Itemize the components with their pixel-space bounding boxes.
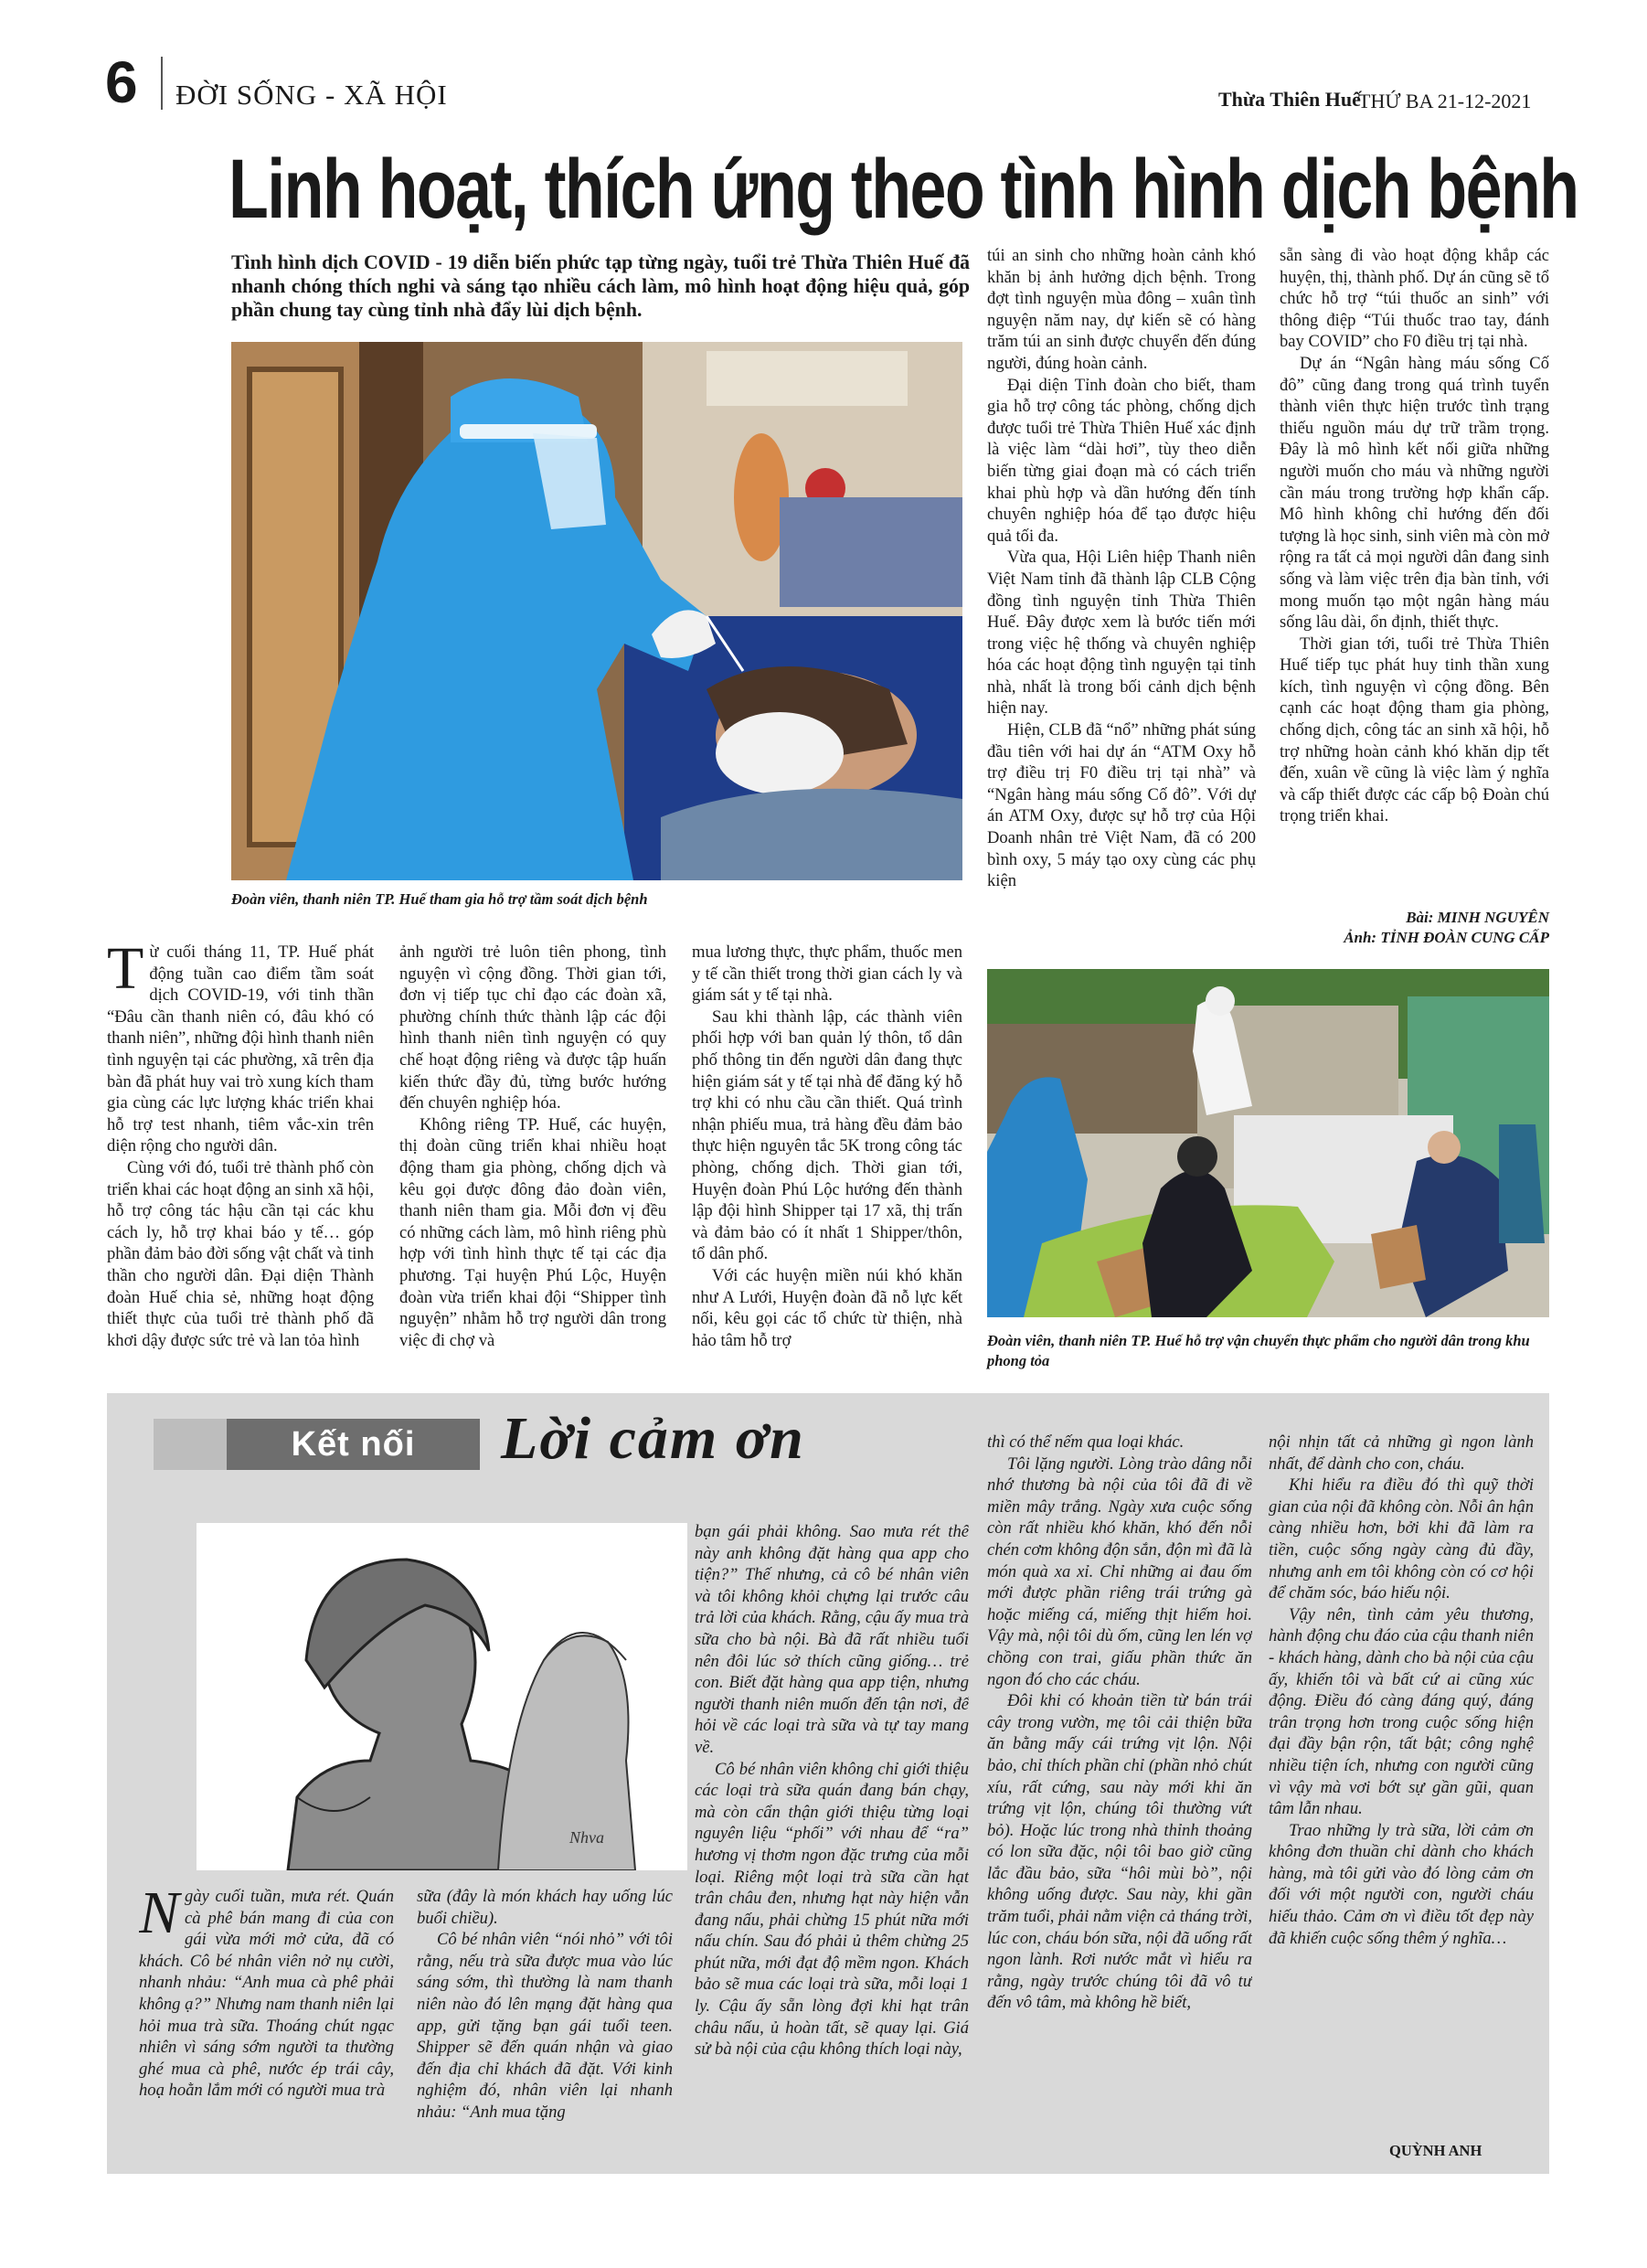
paragraph: Sau khi thành lập, các thành viên phối hợp với ban quản lý thôn, tổ dân phố thông tin đến người dân đang thực hiện giám sát y tế tại nhà để đăng ký hỗ trợ khi có nhu cầu cần thiết. Quá trình nhận phiếu mua, trả hàng đều đảm bảo thực hiện nguyên tắc 5K trong công tác phòng, chống dịch. Thời gian tới, Huyện đoàn Phú Lộc hướng đến thành lập đội hình Shipper tại 17 xã, thị trấn và đảm bảo có ít nhất 1 Shipper/thôn, tổ dân phố.	[692, 1006, 962, 1264]
feature-column-3	[695, 1521, 969, 2134]
paragraph: sẵn sàng đi vào hoạt động khắp các huyện, thị, thành phố. Dự án cũng sẽ tổ chức hỗ trợ “túi thuốc an sinh” với thông điệp “Túi thuốc trao tay, đánh bay COVID” cho F0 điều trị tại nhà.	[1280, 246, 1549, 352]
paragraph: Đôi khi có khoản tiền từ bán trái cây trong vườn, mẹ tôi cải thiện bữa ăn bằng mấy cái trứng vịt lộn. Nội bảo, chỉ thích phần chỉ (phần nhỏ chút xíu, rất cứng, sau này mới khi ăn trứng vịt lộn, chúng tôi thường vứt bỏ). Hoặc lúc trong nhà thỉnh thoảng có lon sữa đặc, nội tôi bao giờ cũng lắc đầu bảo, sữa “hôi mùi bò”, nội không uống được. Sau này, khi gần trăm tuổi, phải nằm viện cả tháng trời, lúc con, cháu bón sữa, nội đã uống rất ngon lành. Rơi nước mắt vì hiểu ra rằng, ngày trước chúng tôi đã vô tư đến vô tâm, mà không hề biết,	[987, 1691, 1252, 2013]
page-number: 6	[105, 49, 138, 115]
feature-column-4	[987, 1432, 1252, 2134]
paragraph: sữa (đây là món khách hay uống lúc buổi chiều).	[417, 1887, 673, 1928]
feature-column-5	[1269, 1432, 1534, 2126]
swab-test-photo	[231, 342, 962, 880]
article-column-1	[107, 942, 374, 1380]
paragraph: Dự án “Ngân hàng máu sống Cố đô” cũng đang trong quá trình tuyển thành viên thực hiện trước tình trạng thiếu nguồn máu dự trữ trầm trọng. Đây là mô hình kết nối giữa những người muốn cho máu và những người cần máu trong trường hợp khẩn cấp. Mô hình không chỉ hướng đến đối tượng là học sinh, sinh viên mà còn mở rộng ra tất cả mọi người dân đang sinh sống và làm việc trên địa bàn tỉnh, với mong muốn tạo một ngân hàng máu sống lâu dài, ổn định, thiết thực.	[1280, 353, 1549, 633]
paragraph: Vậy nên, tình cảm yêu thương, hành động chu đáo của cậu thanh niên - khách hàng, dành cho bà nội của cậu ấy, khiến tôi và bất cứ ai cũng xúc động. Điều đó càng đáng quý, đáng trân trọng hơn trong cuộc sống hiện đại đầy bận rộn, tất bật; công nghệ nhiều tiện ích, nhưng con người cũng vì vậy mà vơi bớt sự gần gũi, quan tâm lẫn nhau.	[1269, 1604, 1534, 1819]
feature-tag: Kết nối	[227, 1419, 480, 1470]
feature-column-2	[417, 1886, 673, 2133]
article-column-3	[692, 942, 962, 1380]
paragraph: Cô bé nhân viên “nói nhỏ” với tôi rằng, nếu trà sữa được mua vào lúc sáng sớm, thì thường là nam thanh niên nào đó lên mạng đặt hàng qua app, gửi tặng bạn gái tuổi teen. Shipper sẽ đến quán nhận và giao đến địa chỉ khách đã đặt. Với kinh nghiệm đó, nhân viên lại nhanh nhảu: “Anh mua tặng	[417, 1930, 673, 2122]
feature-author: QUỲNH ANH	[1389, 2142, 1482, 2159]
food-delivery-photo	[987, 969, 1549, 1317]
article-column-5	[1280, 245, 1549, 905]
issue-date: THỨ BA 21-12-2021	[1358, 90, 1532, 112]
paragraph: Khi hiểu ra điều đó thì quỹ thời gian của nội đã không còn. Nỗi ân hận càng nhiều hơn, bởi khi đã làm ra tiền, cuộc sống ngày càng đủ đầy, nhưng anh em tôi không còn có cơ hội để chăm sóc, báo hiếu nội.	[1269, 1475, 1534, 1603]
paragraph: Tôi lặng người. Lòng trào dâng nỗi nhớ thương bà nội của tôi đã đi về miền mây trắng. Ngày xưa cuộc sống còn rất nhiều khó khăn, khó đến nỗi chén cơm không độn sắn, độn mì đã là món quà xa xỉ. Chỉ những ai đau ốm mới được phần riêng trái trứng gà hoặc miếng cá, miếng thịt hiếm hoi. Vậy mà, nội tôi dù ốm, cũng len lén vợ chồng con trai, giấu phần thức ăn ngon đó cho các cháu.	[987, 1453, 1252, 1689]
paragraph: Đại diện Tỉnh đoàn cho biết, tham gia hỗ trợ công tác phòng, chống dịch được tuổi trẻ Thừa Thiên Huế xác định là việc làm “dài hơi”, tùy theo diễn biến từng giai đoạn mà có cách triển khai phù hợp và dần hướng đến tính chuyên nghiệp hóa để tạo được hiệu quả tối đa.	[987, 375, 1256, 546]
photo2-caption: Đoàn viên, thanh niên TP. Huế hỗ trợ vận chuyển thực phẩm cho người dân trong khu phong tỏa	[987, 1332, 1530, 1369]
photo1-caption: Đoàn viên, thanh niên TP. Huế tham gia hỗ trợ tầm soát dịch bệnh	[231, 890, 648, 908]
feature-title: Lời cảm ơn	[501, 1405, 805, 1472]
paragraph: Trao những ly trà sữa, lời cảm ơn không đơn thuần chỉ dành cho khách hàng, mà tôi gửi vào đó lòng cảm ơn đối với một người con, người cháu hiếu thảo. Cảm ơn vì điều tốt đẹp này đã khiến cuộc sống thêm ý nghĩa…	[1269, 1820, 1534, 1948]
article-column-4	[987, 245, 1256, 949]
dropcap: T	[107, 942, 144, 1002]
header-divider	[161, 57, 163, 110]
paragraph: Hiện, CLB đã “nổ” những phát súng đầu tiên với hai dự án “ATM Oxy hỗ trợ điều trị F0 điều trị tại nhà” và “Ngân hàng máu sống Cố đô”. Với dự án ATM Oxy, được sự hỗ trợ của Hội Doanh nhân trẻ Việt Nam, đã có 200 bình oxy, 5 máy tạo oxy cùng các phụ kiện	[987, 720, 1256, 891]
dropcap: N	[139, 1886, 180, 1946]
paragraph: mua lương thực, thực phẩm, thuốc men y tế cần thiết trong thời gian cách ly và giám sát y tế tại nhà.	[692, 942, 962, 1006]
paragraph: nội nhịn tất cả những gì ngon lành nhất, để dành cho con, cháu.	[1269, 1432, 1534, 1474]
article-lead: Tình hình dịch COVID - 19 diễn biến phức tạp từng ngày, tuổi trẻ Thừa Thiên Huế đã nhanh chóng thích nghi và sáng tạo nhiều cách làm, mô hình hoạt động hiệu quả, góp phần chung tay cùng tỉnh nhà đẩy lùi dịch bệnh.	[231, 251, 970, 321]
newspaper-name: Thừa Thiên Huế	[1218, 88, 1361, 111]
feature-illustration	[197, 1523, 687, 1870]
paragraph: túi an sinh cho những hoàn cảnh khó khăn bị ảnh hưởng dịch bệnh. Trong đợt tình nguyện mùa đông – xuân tình nguyện năm nay, dự kiến sẽ có hàng trăm túi an sinh được chuyển đến đúng người, đúng hoàn cảnh.	[987, 246, 1256, 373]
byline-author: Bài: MINH NGUYÊN	[1406, 909, 1549, 926]
byline	[1170, 908, 1549, 948]
paragraph: Cùng với đó, tuổi trẻ thành phố còn triển khai các hoạt động an sinh xã hội, hỗ trợ công tác hậu cần tại các khu cách ly, hỗ trợ khai báo y tế… góp phần đảm bảo đời sống vật chất và tinh thần cho người dân. Đại diện Thành đoàn Huế chia sẻ, những hoạt động thiết thực của tuổi trẻ thành phố đã khơi dậy được sức trẻ và lan tỏa hình	[107, 1157, 374, 1350]
section-name: ĐỜI SỐNG - XÃ HỘI	[175, 79, 448, 111]
paragraph: ừ cuối tháng 11, TP. Huế phát động tuần cao điểm tầm soát dịch COVID-19, với tinh thần “Đâu cần thanh niên có, đâu khó có thanh niên”, những đội hình thanh niên tình nguyện tại các phường, xã trên địa bàn đã phát huy vai trò xung kích tham gia cùng các lực lượng khác triển khai hỗ trợ test nhanh, tiêm vắc-xin trên diện rộng cho người dân.	[107, 942, 374, 1156]
illustration-signature: Nhva	[569, 1828, 604, 1847]
paragraph: bạn gái phải không. Sao mưa rét thế này anh không đặt hàng qua app cho tiện?” Thế nhưng, cả cô bé nhân viên và tôi không khỏi chựng lại trước câu trả lời của khách. Rằng, cậu ấy mua trà sữa cho bà nội. Bà đã rất nhiều tuổi nên đôi lúc sở thích cũng giống… trẻ con. Biết đặt hàng qua app tiện, nhưng người thanh niên muốn đến tận nơi, để hỏi về các loại trà sữa và tự tay mang về.	[695, 1522, 969, 1757]
feature-column-1	[139, 1886, 394, 2133]
article-column-2	[399, 942, 666, 1380]
paragraph: Thời gian tới, tuổi trẻ Thừa Thiên Huế tiếp tục phát huy tinh thần xung kích, tình nguyện vì cộng đồng. Bên cạnh các hoạt động tham gia phòng, chống dịch, công tác an sinh xã hội, hỗ trợ những hoàn cảnh khó khăn dịp tết đến, xuân về cũng là việc làm ý nghĩa và cấp thiết được các cấp bộ Đoàn chú trọng triển khai.	[1280, 634, 1549, 826]
article-headline: Linh hoạt, thích ứng theo tình hình dịch bệnh	[228, 143, 1578, 236]
paragraph: Không riêng TP. Huế, các huyện, thị đoàn cũng triển khai nhiều hoạt động tham gia phòng, chống dịch và kêu gọi được đông đảo đoàn viên, thanh niên tham gia. Mỗi đơn vị đều có những cách làm, mô hình riêng phù hợp với tình hình thực tế tại các địa phương. Tại huyện Phú Lộc, Huyện đoàn vừa triển khai đội “Shipper tình nguyện” nhằm hỗ trợ người dân trong việc đi chợ và	[399, 1114, 666, 1350]
paragraph: thì có thể nếm qua loại khác.	[987, 1432, 1185, 1452]
paragraph: Vừa qua, Hội Liên hiệp Thanh niên Việt Nam tỉnh đã thành lập CLB Cộng đồng tình nguyện tỉnh Thừa Thiên Huế. Đây được xem là bước tiến mới trong việc hệ thống và chuyên nghiệp hóa các hoạt động tình nguyện tại tỉnh nhà, nhất là trong bối cảnh dịch bệnh hiện nay.	[987, 548, 1256, 719]
paragraph: Với các huyện miền núi khó khăn như A Lưới, Huyện đoàn đã nỗ lực kết nối, kêu gọi các tổ chức từ thiện, nhà hảo tâm hỗ trợ	[692, 1265, 962, 1350]
byline-photo-credit: Ảnh: TỈNH ĐOÀN CUNG CẤP	[1344, 929, 1549, 946]
paragraph: Cô bé nhân viên không chỉ giới thiệu các loại trà sữa quán đang bán chạy, mà còn cẩn thận giới thiệu từng loại nguyên liệu “phối” với nhau để “ra” hương vị thơm ngon đặc trưng của mỗi loại. Riêng một loại trà sữa cần hạt trân châu đen, nhưng hạt này hiện vẫn đang nấu, phải chừng 15 phút nữa mới nấu chín. Sau đó phải ủ thêm chừng 25 phút nữa, mới đạt độ mềm ngon. Khách bảo sẽ mua các loại trà sữa, mỗi loại 1 ly. Cậu ấy sẵn lòng đợi khi hạt trân châu nấu, ủ hoàn tất, sẽ quay lại. Giá sử bà nội của cậu không thích loại này,	[695, 1759, 969, 2060]
paragraph: ảnh người trẻ luôn tiên phong, tình nguyện vì cộng đồng. Thời gian tới, đơn vị tiếp tục chỉ đạo các đoàn xã, phường chính thức thành lập các đội hình thanh niên tình nguyện có quy chế hoạt động riêng và được tập huấn kiến thức đầy đủ, từng bước hướng đến chuyên nghiệp hóa.	[399, 942, 666, 1113]
paragraph: gày cuối tuần, mưa rét. Quán cà phê bán mang đi của con gái vừa mới mở cửa, đã có khách. Cô bé nhân viên nở nụ cười, nhanh nhảu: “Anh mua cà phê phải không ạ?” Nhưng nam thanh niên lại hỏi mua trà sữa. Thoáng chút ngạc nhiên vì sáng sớm người ta thường ghé mua cà phê, nước ép trái cây, hoạ hoằn lắm mới có người mua trà	[139, 1887, 394, 2101]
